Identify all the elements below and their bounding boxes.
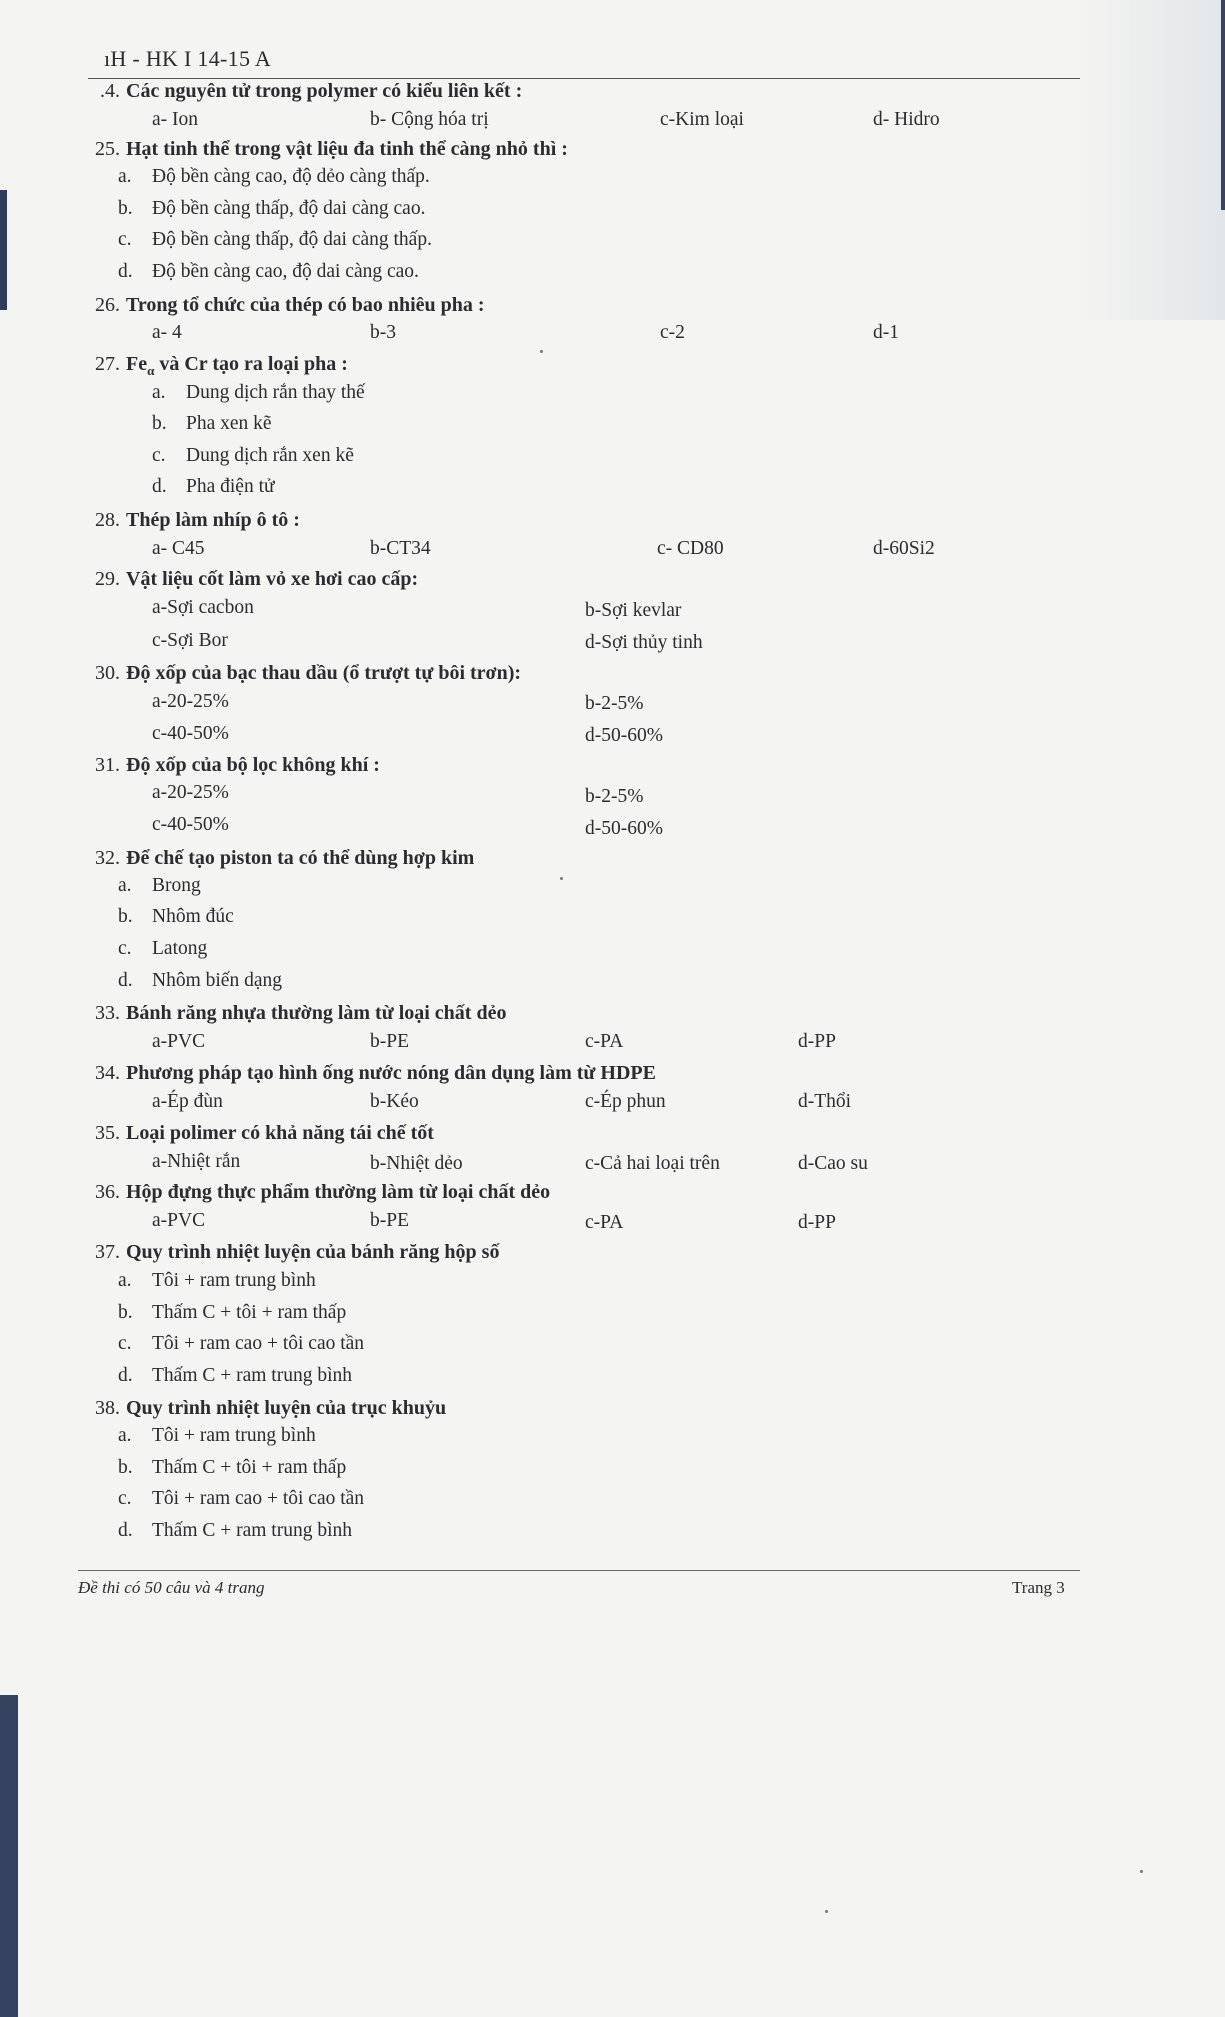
- option: d-PP: [798, 1031, 836, 1052]
- question-title: 35. Loại polimer có khả năng tái chế tốt: [95, 1122, 434, 1144]
- question-title: 28. Thép làm nhíp ô tô :: [95, 509, 300, 531]
- option: b. Pha xen kẽ: [152, 413, 272, 434]
- option: a-Ép đùn: [152, 1091, 223, 1112]
- question-title: 33. Bánh răng nhựa thường làm từ loại chất dẻo: [95, 1002, 507, 1024]
- scan-speck: [825, 1910, 828, 1913]
- option: c. Tôi + ram cao + tôi cao tần: [118, 1333, 365, 1354]
- option: d. Độ bền càng cao, độ dai càng cao.: [118, 261, 419, 282]
- scan-edge: [0, 1695, 18, 2017]
- option: b. Nhôm đúc: [118, 906, 234, 927]
- option: c-PA: [585, 1031, 624, 1052]
- option: a. Tôi + ram trung bình: [118, 1425, 316, 1446]
- option: c. Tôi + ram cao + tôi cao tần: [118, 1488, 365, 1509]
- option: a. Dung dịch rắn thay thế: [152, 382, 365, 403]
- option: c. Dung dịch rắn xen kẽ: [152, 445, 354, 466]
- question-title: 31. Độ xốp của bộ lọc không khí :: [95, 754, 380, 776]
- option: c-Cả hai loại trên: [585, 1153, 720, 1174]
- option: b-2-5%: [585, 786, 644, 807]
- option: a-PVC: [152, 1031, 206, 1052]
- option: b- Cộng hóa trị: [370, 109, 489, 130]
- option: b. Thấm C + tôi + ram thấp: [118, 1457, 347, 1478]
- option: a. Brong: [118, 875, 201, 896]
- option: c-Kim loại: [660, 109, 744, 130]
- option: a-PVC: [152, 1210, 206, 1231]
- option: b-Sợi kevlar: [585, 600, 682, 621]
- scan-edge: [0, 190, 7, 310]
- option: a- 4: [152, 322, 182, 343]
- option: b-2-5%: [585, 693, 644, 714]
- header-divider: [88, 78, 1080, 79]
- option: c-40-50%: [152, 723, 229, 744]
- option: b-PE: [370, 1031, 409, 1052]
- option: b-Kéo: [370, 1091, 419, 1112]
- option: a-Sợi cacbon: [152, 597, 254, 618]
- option: c-2: [660, 322, 685, 343]
- option: b-CT34: [370, 538, 431, 559]
- option: a-Nhiệt rắn: [152, 1151, 241, 1172]
- option: c-Ép phun: [585, 1091, 666, 1112]
- option: b-3: [370, 322, 396, 343]
- option: c- CD80: [657, 538, 724, 559]
- option: d-PP: [798, 1212, 836, 1233]
- option: d. Thấm C + ram trung bình: [118, 1365, 353, 1386]
- option: b. Độ bền càng thấp, độ dai càng cao.: [118, 198, 426, 219]
- option: c-40-50%: [152, 814, 229, 835]
- option: a. Tôi + ram trung bình: [118, 1270, 316, 1291]
- scan-edge: [1221, 0, 1225, 210]
- question-title: 37. Quy trình nhiệt luyện của bánh răng hộp số: [95, 1241, 500, 1263]
- question-title: 27. $Fe_\alpha$ và Cr tạo ra loại pha :: [95, 353, 348, 378]
- scan-speck: [560, 877, 563, 880]
- option: d. Nhôm biến dạng: [118, 970, 282, 991]
- option: a. Độ bền càng cao, độ dẻo càng thấp.: [118, 166, 430, 187]
- footer-note: Đề thi có 50 câu và 4 trang: [78, 1578, 265, 1597]
- option: d-Thổi: [798, 1091, 852, 1112]
- option: a-20-25%: [152, 782, 229, 803]
- option: c-PA: [585, 1212, 624, 1233]
- scan-speck: [1140, 1870, 1143, 1873]
- option: d-Cao su: [798, 1153, 868, 1174]
- option: b-Nhiệt dẻo: [370, 1153, 463, 1174]
- option: b. Thấm C + tôi + ram thấp: [118, 1302, 347, 1323]
- option: c-Sợi Bor: [152, 630, 228, 651]
- option: b-PE: [370, 1210, 409, 1231]
- option: a- Ion: [152, 109, 199, 130]
- page-number: Trang 3: [1012, 1578, 1065, 1597]
- option: d-60Si2: [873, 538, 935, 559]
- option: d. Thấm C + ram trung bình: [118, 1520, 353, 1541]
- question-title: 38. Quy trình nhiệt luyện của trục khuỷu: [95, 1397, 447, 1419]
- question-title: 25. Hạt tinh thể trong vật liệu đa tinh thể càng nhỏ thì :: [95, 138, 568, 160]
- question-title: 26. Trong tổ chức của thép có bao nhiêu pha :: [95, 294, 485, 316]
- question-title: 36. Hộp đựng thực phẩm thường làm từ loại chất dẻo: [95, 1181, 551, 1203]
- scan-shadow: [1075, 0, 1225, 320]
- option: c. Latong: [118, 938, 208, 959]
- option: d-Sợi thủy tinh: [585, 632, 703, 653]
- question-title: 30. Độ xốp của bạc thau dầu (ổ trượt tự bôi trơn):: [95, 662, 522, 684]
- page-header: ıH - HK I 14-15 A: [104, 46, 272, 71]
- option: c. Độ bền càng thấp, độ dai càng thấp.: [118, 229, 432, 250]
- option: a-20-25%: [152, 691, 229, 712]
- question-title: 34. Phương pháp tạo hình ống nước nóng dân dụng làm từ HDPE: [95, 1062, 656, 1084]
- footer-divider: [78, 1570, 1080, 1571]
- option: d. Pha điện tử: [152, 476, 275, 497]
- scan-speck: [540, 350, 543, 353]
- option: d-50-60%: [585, 725, 663, 746]
- option: d-1: [873, 322, 899, 343]
- question-title: 29. Vật liệu cốt làm vỏ xe hơi cao cấp:: [95, 568, 419, 590]
- option: d-50-60%: [585, 818, 663, 839]
- question-title: .4. Các nguyên tử trong polymer có kiểu liên kết :: [100, 80, 523, 102]
- option: d- Hidro: [873, 109, 940, 130]
- question-title: 32. Để chế tạo piston ta có thể dùng hợp kim: [95, 847, 475, 869]
- option: a- C45: [152, 538, 205, 559]
